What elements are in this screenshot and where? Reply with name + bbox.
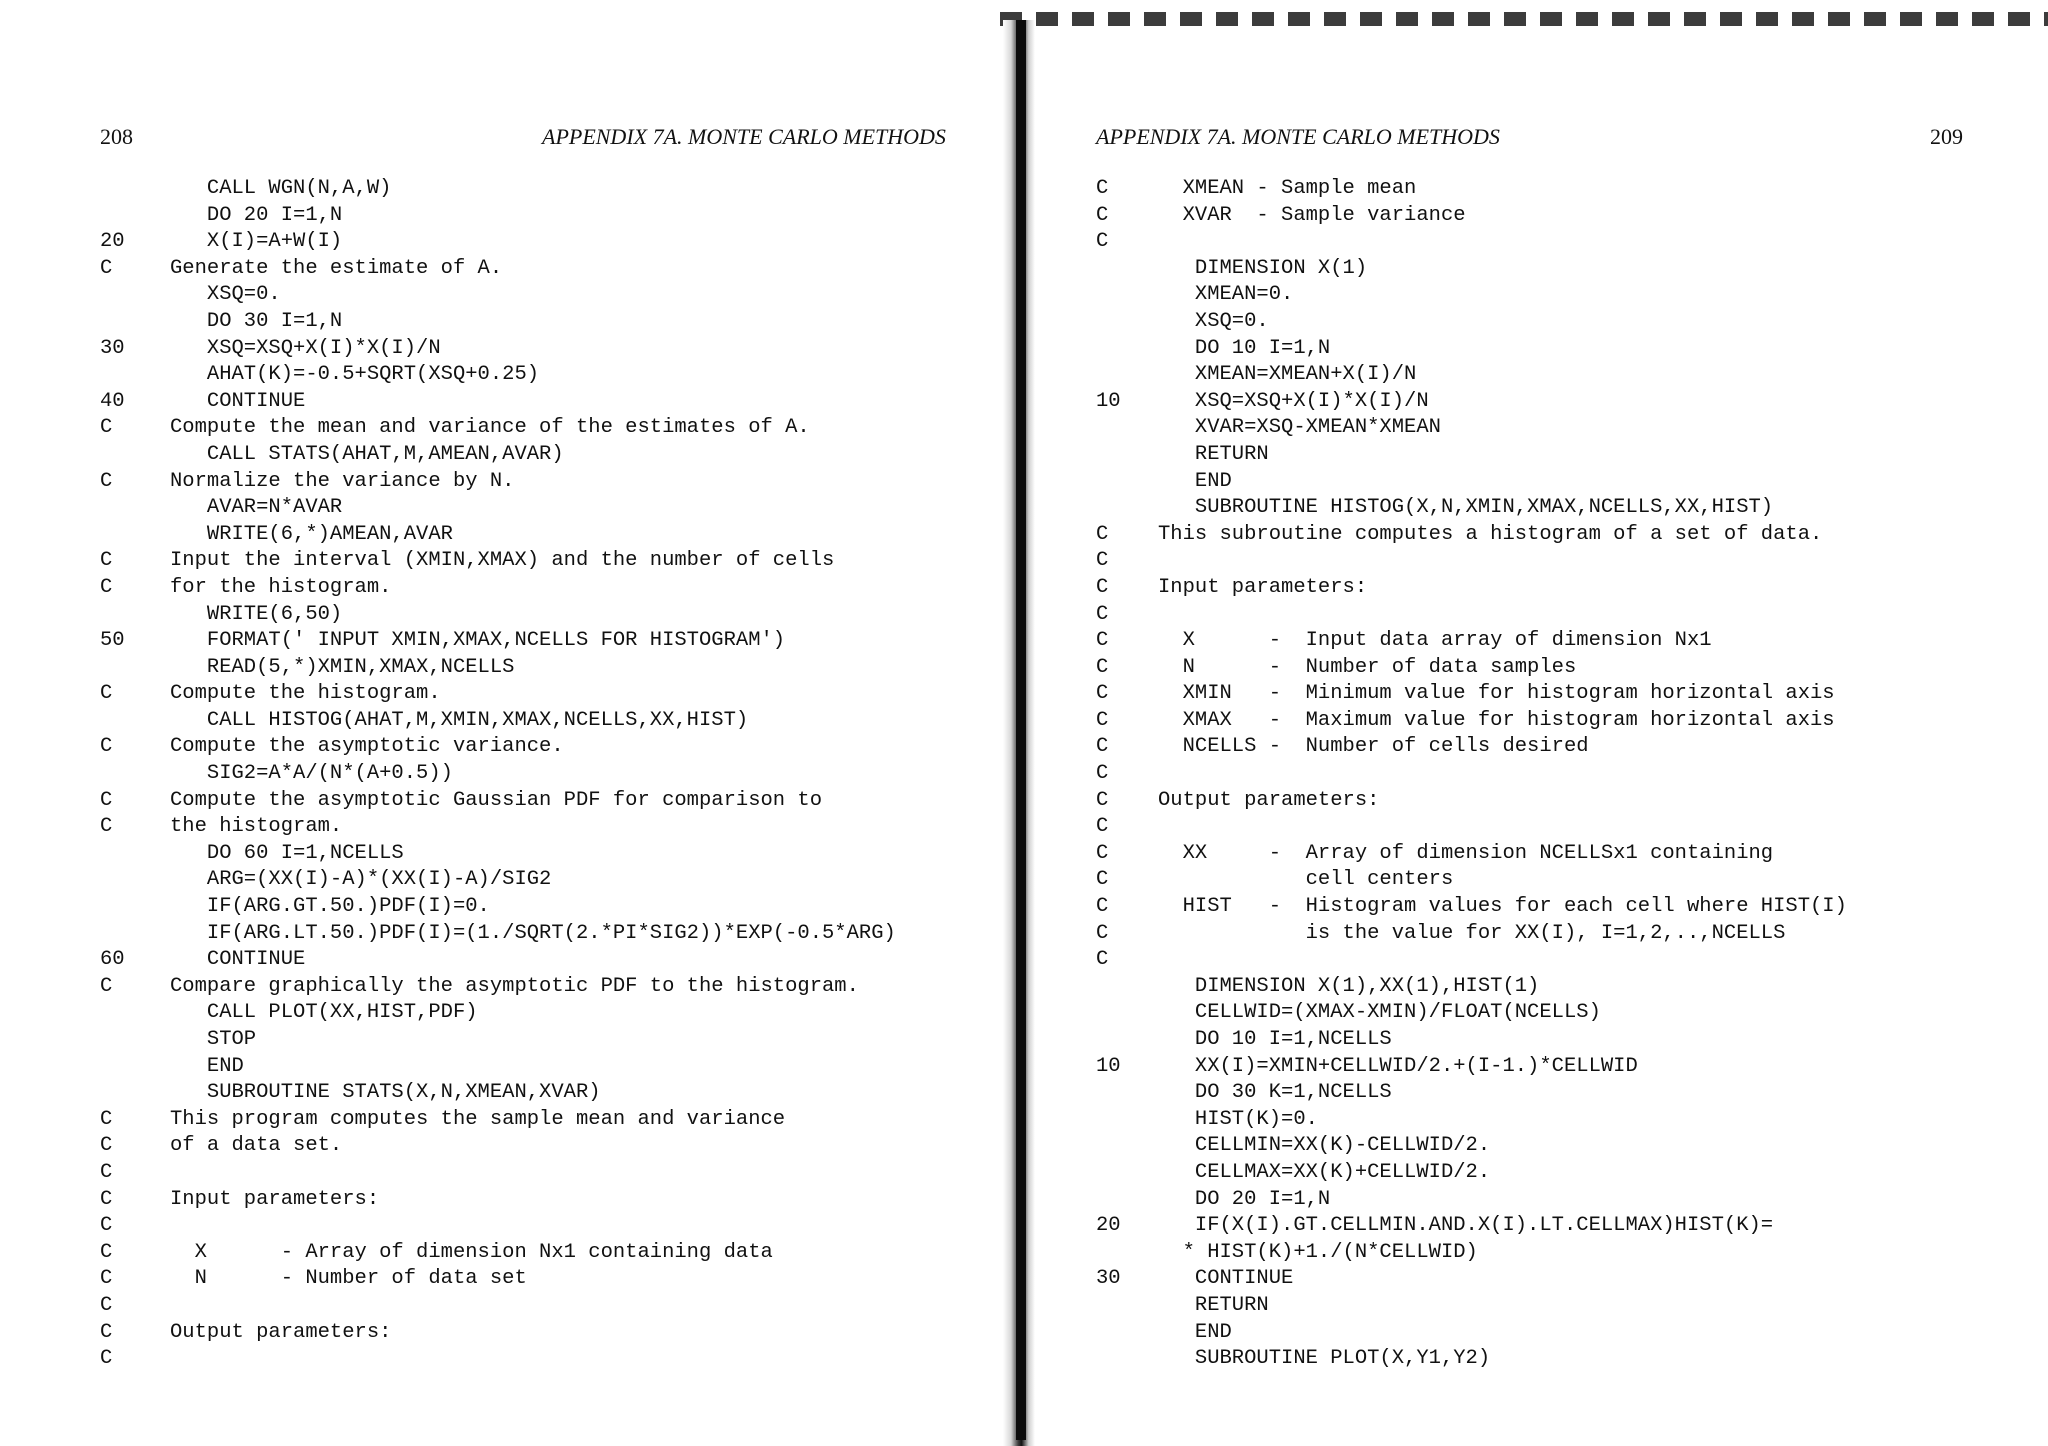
code-line: [100, 415, 896, 442]
code-line: [1096, 734, 1847, 761]
code-text: for the histogram.: [170, 575, 392, 599]
code-line: [100, 389, 896, 416]
code-line: [1096, 788, 1847, 815]
statement-label: C: [100, 815, 113, 839]
code-text: CELLWID=(XMAX-XMIN)/FLOAT(NCELLS): [1158, 1001, 1601, 1025]
statement-label: C: [100, 1160, 113, 1184]
code-text: DO 10 I=1,NCELLS: [1158, 1028, 1392, 1051]
code-text: XX(I)=XMIN+CELLWID/2.+(I-1.)*CELLWID: [1158, 1054, 1638, 1078]
statement-label: [100, 1054, 170, 1081]
code-text: SUBROUTINE STATS(X,N,XMEAN,XVAR): [170, 1081, 601, 1105]
code-text: FORMAT(' INPUT XMIN,XMAX,NCELLS FOR HISTOGRAM'): [170, 629, 786, 653]
code-line: [100, 1213, 896, 1240]
statement-label: [1096, 1000, 1158, 1027]
code-line: [100, 1080, 896, 1107]
statement-label: [100, 309, 170, 336]
statement-label: C: [1096, 841, 1109, 865]
code-line: [1096, 1080, 1847, 1107]
code-text: HIST(K)=0.: [1158, 1107, 1318, 1131]
statement-label: [100, 522, 170, 549]
code-line: [100, 894, 896, 921]
left-page: [0, 0, 1000, 1446]
code-text: X - Array of dimension Nx1 containing data: [170, 1240, 773, 1264]
code-text: DO 30 I=1,N: [170, 309, 343, 333]
code-text: XSQ=0.: [170, 283, 281, 307]
code-line: [100, 788, 896, 815]
code-line: [1096, 1054, 1847, 1081]
statement-label: C: [1096, 708, 1109, 732]
code-line: [100, 309, 896, 336]
code-line: [1096, 814, 1847, 841]
statement-label: C: [1096, 762, 1109, 786]
code-text: XVAR - Sample variance: [1158, 203, 1466, 227]
code-text: DO 10 I=1,N: [1158, 336, 1331, 360]
code-text: DO 20 I=1,N: [1158, 1187, 1331, 1211]
statement-label: C: [1096, 868, 1109, 892]
code-text: of a data set.: [170, 1134, 343, 1158]
code-text: WRITE(6,50): [170, 602, 343, 626]
right-running-head: APPENDIX 7A. MONTE CARLO METHODS: [1096, 124, 1500, 149]
statement-label: C: [100, 549, 113, 573]
code-line: [100, 176, 896, 203]
code-text: CELLMIN=XX(K)-CELLWID/2.: [1158, 1134, 1491, 1158]
code-line: [1096, 947, 1847, 974]
statement-label: [100, 282, 170, 309]
statement-label: C: [100, 682, 113, 706]
statement-label: 40: [100, 389, 125, 413]
code-line: [1096, 628, 1847, 655]
code-text: HIST - Histogram values for each cell where HIST(I): [1158, 895, 1847, 919]
code-line: [1096, 495, 1847, 522]
code-line: [1096, 203, 1847, 230]
code-text: END: [170, 1054, 244, 1078]
code-line: [100, 548, 896, 575]
statement-label: 60: [100, 948, 125, 972]
code-line: [1096, 974, 1847, 1001]
statement-label: [100, 921, 170, 948]
code-text: DIMENSION X(1): [1158, 256, 1368, 280]
code-text: XSQ=0.: [1158, 309, 1269, 333]
code-line: [100, 575, 896, 602]
code-text: X - Input data array of dimension Nx1: [1158, 629, 1712, 653]
statement-label: C: [100, 416, 113, 440]
code-text: Compute the histogram.: [170, 682, 441, 706]
statement-label: C: [100, 1107, 113, 1131]
code-text: Compute the asymptotic Gaussian PDF for comparison to: [170, 788, 823, 812]
statement-label: [1096, 1027, 1158, 1054]
right-page-number: 209: [1930, 124, 1963, 149]
book-spine-shadow: [1016, 20, 1026, 1440]
code-line: [1096, 1293, 1847, 1320]
statement-label: C: [100, 575, 113, 599]
code-line: [1096, 681, 1847, 708]
code-line: [100, 867, 896, 894]
code-text: ARG=(XX(I)-A)*(XX(I)-A)/SIG2: [170, 868, 552, 892]
code-line: [100, 1054, 896, 1081]
statement-label: [1096, 495, 1158, 522]
statement-label: C: [1096, 948, 1109, 972]
code-line: [100, 1000, 896, 1027]
code-line: [100, 947, 896, 974]
code-text: CONTINUE: [170, 948, 306, 972]
statement-label: [1096, 1240, 1158, 1267]
code-line: [1096, 336, 1847, 363]
statement-label: C: [100, 1214, 113, 1238]
code-text: CALL WGN(N,A,W): [170, 177, 392, 200]
code-text: CELLMAX=XX(K)+CELLWID/2.: [1158, 1160, 1491, 1184]
statement-label: [1096, 1320, 1158, 1347]
code-line: [1096, 469, 1847, 496]
statement-label: C: [1096, 549, 1109, 573]
code-text: SUBROUTINE PLOT(X,Y1,Y2): [1158, 1347, 1491, 1371]
statement-label: C: [100, 735, 113, 759]
code-text: IF(X(I).GT.CELLMIN.AND.X(I).LT.CELLMAX)HIST(K)=: [1158, 1214, 1774, 1238]
code-line: [100, 1240, 896, 1267]
code-line: [1096, 282, 1847, 309]
code-line: [1096, 1346, 1847, 1373]
statement-label: [1096, 1107, 1158, 1134]
right-code-listing: [1096, 176, 1847, 1373]
code-text: XSQ=XSQ+X(I)*X(I)/N: [1158, 389, 1429, 413]
code-text: IF(ARG.LT.50.)PDF(I)=(1./SQRT(2.*PI*SIG2))*EXP(-0.5*ARG): [170, 921, 896, 945]
code-line: [1096, 841, 1847, 868]
code-line: [1096, 442, 1847, 469]
code-line: [100, 921, 896, 948]
code-line: [100, 282, 896, 309]
statement-label: [100, 1080, 170, 1107]
code-text: DO 60 I=1,NCELLS: [170, 841, 404, 865]
statement-label: C: [1096, 177, 1109, 200]
statement-label: C: [100, 256, 113, 280]
code-text: DIMENSION X(1),XX(1),HIST(1): [1158, 974, 1540, 998]
code-text: AVAR=N*AVAR: [170, 496, 343, 520]
code-text: XMEAN=0.: [1158, 283, 1294, 307]
code-text: Compare graphically the asymptotic PDF to the histogram.: [170, 974, 859, 998]
statement-label: [100, 602, 170, 629]
code-line: [100, 1346, 896, 1373]
code-line: [1096, 229, 1847, 256]
statement-label: [1096, 336, 1158, 363]
statement-label: [100, 203, 170, 230]
code-line: [100, 495, 896, 522]
statement-label: [100, 894, 170, 921]
statement-label: C: [1096, 655, 1109, 679]
statement-label: [1096, 442, 1158, 469]
statement-label: C: [1096, 735, 1109, 759]
statement-label: C: [100, 974, 113, 998]
statement-label: C: [100, 1134, 113, 1158]
code-line: [100, 681, 896, 708]
code-text: END: [1158, 469, 1232, 493]
code-text: CALL STATS(AHAT,M,AMEAN,AVAR): [170, 442, 564, 466]
code-text: is the value for XX(I), I=1,2,..,NCELLS: [1158, 921, 1786, 945]
code-line: [1096, 362, 1847, 389]
statement-label: [100, 841, 170, 868]
code-line: [1096, 522, 1847, 549]
statement-label: [1096, 1187, 1158, 1214]
statement-label: 20: [1096, 1214, 1121, 1238]
statement-label: C: [100, 469, 113, 493]
code-text: WRITE(6,*)AMEAN,AVAR: [170, 522, 453, 546]
code-line: [1096, 575, 1847, 602]
statement-label: [100, 655, 170, 682]
code-line: [1096, 1266, 1847, 1293]
statement-label: [1096, 362, 1158, 389]
statement-label: 50: [100, 629, 125, 653]
code-line: [1096, 176, 1847, 203]
code-line: [1096, 655, 1847, 682]
statement-label: 20: [100, 230, 125, 254]
code-line: [100, 522, 896, 549]
left-running-head: APPENDIX 7A. MONTE CARLO METHODS: [542, 124, 946, 149]
code-line: [1096, 1187, 1847, 1214]
code-line: [100, 1107, 896, 1134]
statement-label: [1096, 1293, 1158, 1320]
code-text: XMIN - Minimum value for histogram horizontal axis: [1158, 682, 1835, 706]
code-text: N - Number of data set: [170, 1267, 527, 1291]
code-line: [100, 814, 896, 841]
code-line: [100, 362, 896, 389]
statement-label: C: [100, 1320, 113, 1344]
statement-label: [100, 495, 170, 522]
code-line: [100, 761, 896, 788]
code-line: [100, 974, 896, 1001]
statement-label: C: [1096, 230, 1109, 254]
code-line: [100, 1133, 896, 1160]
statement-label: C: [100, 1347, 113, 1371]
code-line: [100, 734, 896, 761]
statement-label: C: [1096, 522, 1109, 546]
code-text: This subroutine computes a histogram of a set of data.: [1158, 522, 1823, 546]
statement-label: [1096, 469, 1158, 496]
code-text: Compute the mean and variance of the estimates of A.: [170, 416, 810, 440]
code-line: [1096, 761, 1847, 788]
statement-label: C: [100, 1267, 113, 1291]
code-text: Output parameters:: [1158, 788, 1380, 812]
statement-label: C: [100, 1240, 113, 1264]
code-text: XMEAN=XMEAN+X(I)/N: [1158, 363, 1417, 387]
code-text: XVAR=XSQ-XMEAN*XMEAN: [1158, 416, 1441, 440]
statement-label: C: [1096, 629, 1109, 653]
statement-label: C: [100, 1187, 113, 1211]
statement-label: [1096, 1080, 1158, 1107]
code-text: IF(ARG.GT.50.)PDF(I)=0.: [170, 895, 490, 919]
code-text: XX - Array of dimension NCELLSx1 containing: [1158, 841, 1774, 865]
code-line: [100, 655, 896, 682]
code-text: This program computes the sample mean and variance: [170, 1107, 786, 1131]
statement-label: 10: [1096, 1054, 1121, 1078]
code-line: [1096, 548, 1847, 575]
left-page-number: 208: [100, 124, 133, 149]
code-line: [100, 1027, 896, 1054]
code-text: RETURN: [1158, 1293, 1269, 1317]
statement-label: C: [1096, 895, 1109, 919]
right-page: [1032, 0, 2048, 1446]
statement-label: [100, 362, 170, 389]
code-line: [100, 708, 896, 735]
statement-label: C: [1096, 203, 1109, 227]
code-text: Input parameters:: [170, 1187, 380, 1211]
code-line: [1096, 867, 1847, 894]
code-line: [100, 1187, 896, 1214]
code-text: Output parameters:: [170, 1320, 392, 1344]
code-line: [100, 336, 896, 363]
code-text: X(I)=A+W(I): [170, 230, 343, 254]
statement-label: 30: [1096, 1267, 1121, 1291]
code-line: [100, 229, 896, 256]
code-text: AHAT(K)=-0.5+SQRT(XSQ+0.25): [170, 363, 540, 387]
code-line: [100, 256, 896, 283]
code-line: [100, 628, 896, 655]
statement-label: [100, 442, 170, 469]
code-line: [100, 203, 896, 230]
statement-label: [1096, 256, 1158, 283]
statement-label: C: [100, 1293, 113, 1317]
code-line: [100, 841, 896, 868]
code-line: [1096, 1320, 1847, 1347]
statement-label: [1096, 282, 1158, 309]
code-text: XSQ=XSQ+X(I)*X(I)/N: [170, 336, 441, 360]
statement-label: [100, 176, 170, 203]
code-text: CALL PLOT(XX,HIST,PDF): [170, 1001, 478, 1025]
code-line: [1096, 256, 1847, 283]
code-text: SIG2=A*A/(N*(A+0.5)): [170, 762, 453, 786]
code-line: [100, 1293, 896, 1320]
code-line: [1096, 1240, 1847, 1267]
statement-label: C: [1096, 788, 1109, 812]
statement-label: [100, 708, 170, 735]
code-text: Compute the asymptotic variance.: [170, 735, 564, 759]
code-text: DO 30 K=1,NCELLS: [1158, 1081, 1392, 1105]
code-text: XMAX - Maximum value for histogram horizontal axis: [1158, 708, 1835, 732]
code-text: cell centers: [1158, 868, 1454, 892]
statement-label: C: [1096, 575, 1109, 599]
code-line: [1096, 921, 1847, 948]
code-line: [100, 1320, 896, 1347]
code-text: RETURN: [1158, 442, 1269, 466]
code-line: [1096, 1213, 1847, 1240]
code-line: [1096, 708, 1847, 735]
code-text: Input parameters:: [1158, 575, 1368, 599]
code-text: CONTINUE: [170, 389, 306, 413]
code-text: * HIST(K)+1./(N*CELLWID): [1158, 1240, 1478, 1264]
statement-label: [1096, 1160, 1158, 1187]
code-text: Input the interval (XMIN,XMAX) and the number of cells: [170, 549, 835, 573]
code-text: END: [1158, 1320, 1232, 1344]
statement-label: 10: [1096, 389, 1121, 413]
code-text: Generate the estimate of A.: [170, 256, 503, 280]
code-line: [1096, 602, 1847, 629]
statement-label: [100, 867, 170, 894]
statement-label: [100, 1000, 170, 1027]
code-line: [100, 469, 896, 496]
code-text: XMEAN - Sample mean: [1158, 177, 1417, 200]
code-line: [1096, 1160, 1847, 1187]
statement-label: [100, 761, 170, 788]
code-line: [1096, 1000, 1847, 1027]
statement-label: [1096, 1133, 1158, 1160]
code-text: READ(5,*)XMIN,XMAX,NCELLS: [170, 655, 515, 679]
code-text: the histogram.: [170, 815, 343, 839]
code-text: N - Number of data samples: [1158, 655, 1577, 679]
statement-label: C: [1096, 682, 1109, 706]
code-line: [1096, 309, 1847, 336]
code-line: [1096, 1133, 1847, 1160]
left-code-listing: [100, 176, 896, 1373]
statement-label: 30: [100, 336, 125, 360]
statement-label: [1096, 309, 1158, 336]
code-line: [1096, 1027, 1847, 1054]
code-line: [100, 1266, 896, 1293]
statement-label: [1096, 974, 1158, 1001]
statement-label: C: [1096, 815, 1109, 839]
code-line: [1096, 894, 1847, 921]
code-text: SUBROUTINE HISTOG(X,N,XMIN,XMAX,NCELLS,XX,HIST): [1158, 496, 1774, 520]
code-text: CONTINUE: [1158, 1267, 1294, 1291]
statement-label: C: [1096, 602, 1109, 626]
code-line: [100, 1160, 896, 1187]
code-line: [1096, 415, 1847, 442]
statement-label: [1096, 1346, 1158, 1373]
code-line: [100, 442, 896, 469]
code-text: STOP: [170, 1028, 257, 1051]
code-line: [1096, 389, 1847, 416]
code-line: [100, 602, 896, 629]
code-text: Normalize the variance by N.: [170, 469, 515, 493]
statement-label: C: [100, 788, 113, 812]
code-text: NCELLS - Number of cells desired: [1158, 735, 1589, 759]
code-text: DO 20 I=1,N: [170, 203, 343, 227]
statement-label: C: [1096, 921, 1109, 945]
statement-label: [100, 1027, 170, 1054]
statement-label: [1096, 415, 1158, 442]
code-text: CALL HISTOG(AHAT,M,XMIN,XMAX,NCELLS,XX,HIST): [170, 708, 749, 732]
code-line: [1096, 1107, 1847, 1134]
